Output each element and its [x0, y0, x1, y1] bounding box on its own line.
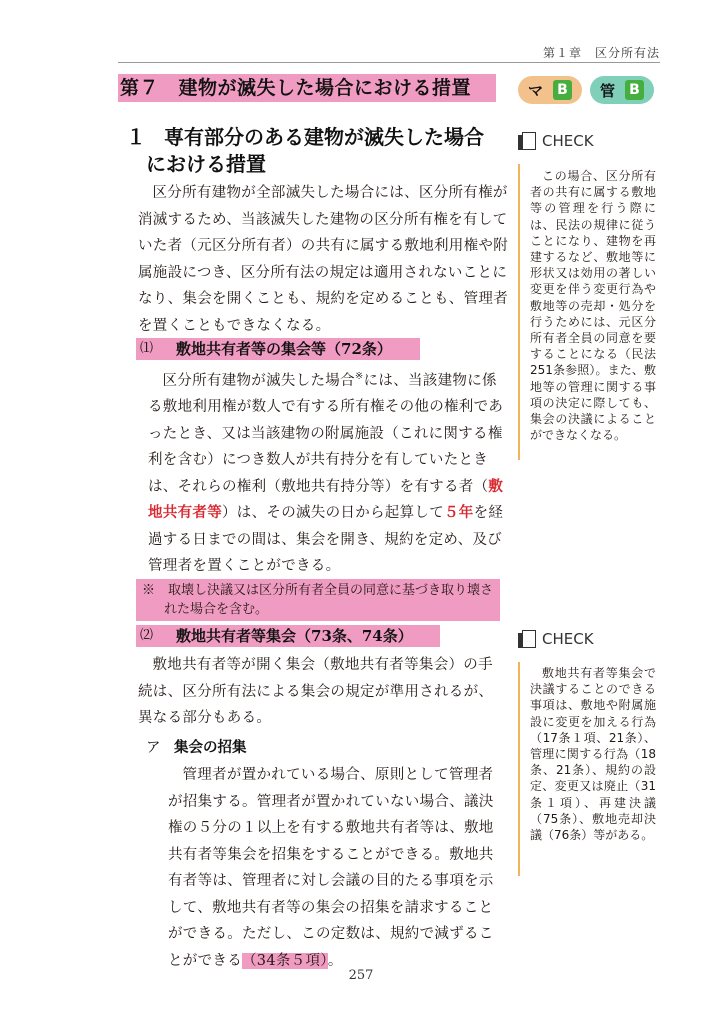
body-text: 管理者が置かれている場合、原則として管理者が招集する。管理者が置かれていない場合、議決権の５分の１以上を有する敷地共有者等は、敷地共有者等集会を招集をすることができる。敷地共有者等は、管理者に対し会議の目的たる事項を示して、敷地共有者等の集会の招集を請求することができる。ただし、この定数は、規約で減ずることができる — [168, 767, 494, 969]
check-box — [518, 662, 656, 876]
body-text: 。 — [327, 952, 343, 969]
subsection-heading-1 — [136, 338, 420, 360]
key-period: ５年 — [444, 504, 474, 522]
badge-label: 管 — [600, 81, 616, 100]
body-text: には、当該建物に係る敷地利用権が数人で有する所有権その他の権利であったとき、又は当該建物の附属施設（これに関する権利を含む）につき数人が共有持分を有していたときは、それらの権利（敷地共有持分等）を有する者（ — [148, 372, 504, 495]
book-icon — [518, 630, 536, 648]
page-number: 257 — [348, 968, 374, 983]
body-text: ）は、その滅失の日から起算して — [222, 505, 444, 522]
article-reference: （34条５項） — [242, 952, 328, 969]
badge-mansion — [518, 76, 582, 104]
check-heading — [518, 132, 594, 150]
badge-label: マ — [528, 81, 544, 100]
section-body: 区分所有建物が全部滅失した場合には、区分所有権が消滅するため、当該滅失した建物の区分所有権を有していた者（元区分所有者）の共有に属する敷地利用権や附属施設につき、区分所有法の規定は適用されないことになり、集会を開くことも、規約を定めることも、管理者を置くこともできなくなる。 — [138, 185, 508, 334]
subsection-1-body — [148, 364, 506, 580]
check-box — [518, 164, 656, 460]
item-title: 集会の招集 — [174, 739, 247, 756]
subsection-title: 敷地共有者等集会（73条、74条） — [176, 627, 413, 645]
subsection-number: ⑵ — [140, 628, 154, 643]
book-icon — [518, 132, 536, 150]
subsection-2-body: 敷地共有者等が開く集会（敷地共有者等集会）の手続は、区分所有法による集会の規定が準用されるが、異なる部分もある。 — [138, 657, 494, 726]
check-text: この場合、区分所有者の共有に属する敷地等の管理を行う際には、民法の規律に従うことになり、建物を再建するなど、敷地等に形状又は効用の著しい変更を伴う変更行為や敷地等の売却・処分を行うためには、元区分所有者全員の同意を要することになる（民法251条参照）。また、敷地等の管理に関する事項の決定に際しても、集会の決議によることができなくなる。 — [530, 169, 656, 443]
section-heading — [126, 124, 506, 178]
section-title-line1: 専有部分のある建物が滅失した場合 — [164, 125, 484, 149]
grade-badge: B — [625, 80, 644, 100]
subsection-title: 敷地共有者等の集会等（72条） — [176, 340, 392, 358]
section-title-line2: における措置 — [146, 152, 266, 176]
subsection-heading-2 — [136, 625, 440, 647]
check-text: 敷地共有者等集会で決議することのできる事項は、敷地や附属施設に変更を加える行為（17条１項、21条）、管理に関する行為（18条、21条）、規約の設定、変更又は廃止（31条１項）、再建決議（75条）、敷地売却決議（76条）等がある。 — [530, 666, 656, 843]
grade-badge: B — [553, 80, 572, 100]
item-heading — [146, 736, 247, 757]
body-text: を経過する日までの間は、集会を開き、規約を定め、及び管理者を置くことができる。 — [148, 505, 504, 575]
key-term: 敷地共有者等 — [148, 477, 504, 522]
check-label: CHECK — [542, 630, 594, 648]
subsection-number: ⑴ — [140, 341, 154, 356]
chapter-title: 第７ 建物が滅失した場合における措置 — [118, 74, 496, 102]
section-number: １ — [126, 125, 146, 149]
note-mark: ※ — [354, 371, 364, 382]
badge-kanri — [590, 76, 654, 104]
check-label: CHECK — [542, 132, 594, 150]
header-rule — [118, 62, 660, 63]
check-heading — [518, 630, 594, 648]
footnote-text: ※ 取壊し決議又は区分所有者全員の同意に基づき取り壊された場合を含む。 — [142, 583, 494, 617]
item-marker: ア — [146, 740, 161, 756]
running-header: 第１章 区分所有法 — [542, 46, 660, 60]
body-text: 区分所有建物が滅失した場合 — [162, 372, 355, 389]
footnote — [136, 579, 500, 621]
item-body — [168, 762, 506, 974]
